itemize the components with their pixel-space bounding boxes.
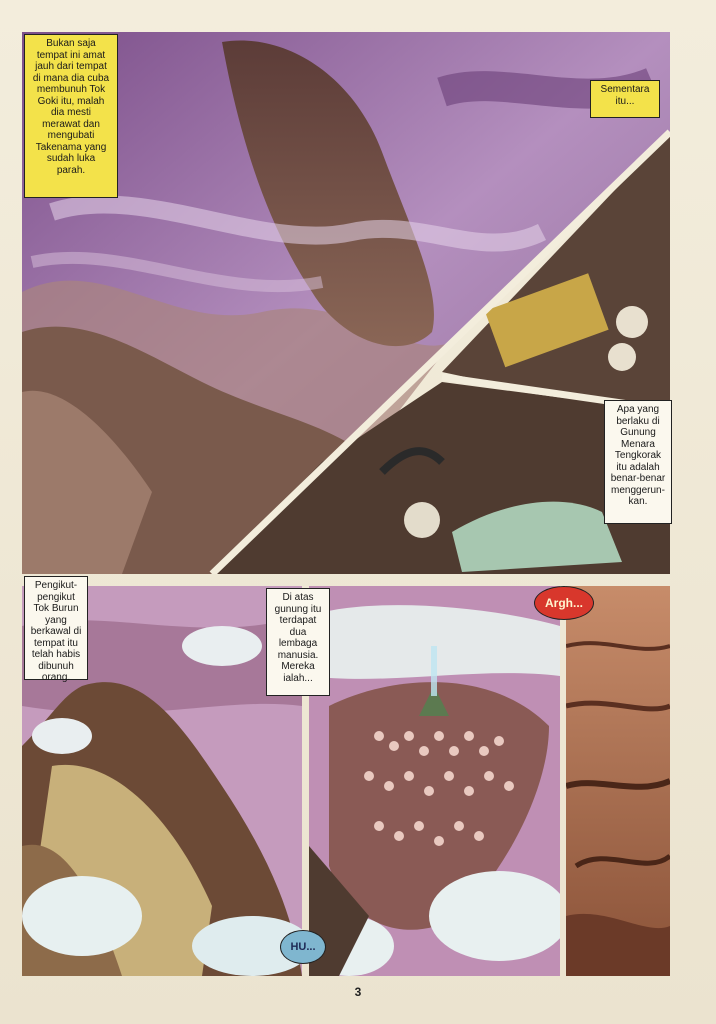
- caption-bottom-center: Di atas gunung itu terdapat dua lembaga manusia. Mereka ialah...: [266, 588, 330, 696]
- skull-mountain-art: [309, 586, 560, 976]
- sfx-hu: HU...: [280, 930, 326, 964]
- caption-bottom-left: Pengikut- pengikut Tok Burun yang berkawal di tempat itu telah habis dibunuh orang.: [24, 576, 88, 680]
- panel-face-closeup: [566, 586, 670, 976]
- sfx-argh: Argh...: [534, 586, 594, 620]
- face-closeup-art: [566, 586, 670, 976]
- caption-mid-right: Apa yang berlaku di Gunung Menara Tengkorak itu adalah benar-benar menggerun- kan.: [604, 400, 672, 524]
- caption-top-left: Bukan saja tempat ini amat jauh dari tempat di mana dia cuba membunuh Tok Goki itu, malah dia mesti merawat dan mengubati Takenama yang sudah luka parah.: [24, 34, 118, 198]
- page-number: 3: [354, 985, 362, 999]
- panel-mountain-clouds: [22, 32, 670, 574]
- caption-top-right: Sementara itu...: [590, 80, 660, 118]
- panel-skull-mountain: [309, 586, 560, 976]
- mountain-clouds-art: [22, 32, 670, 574]
